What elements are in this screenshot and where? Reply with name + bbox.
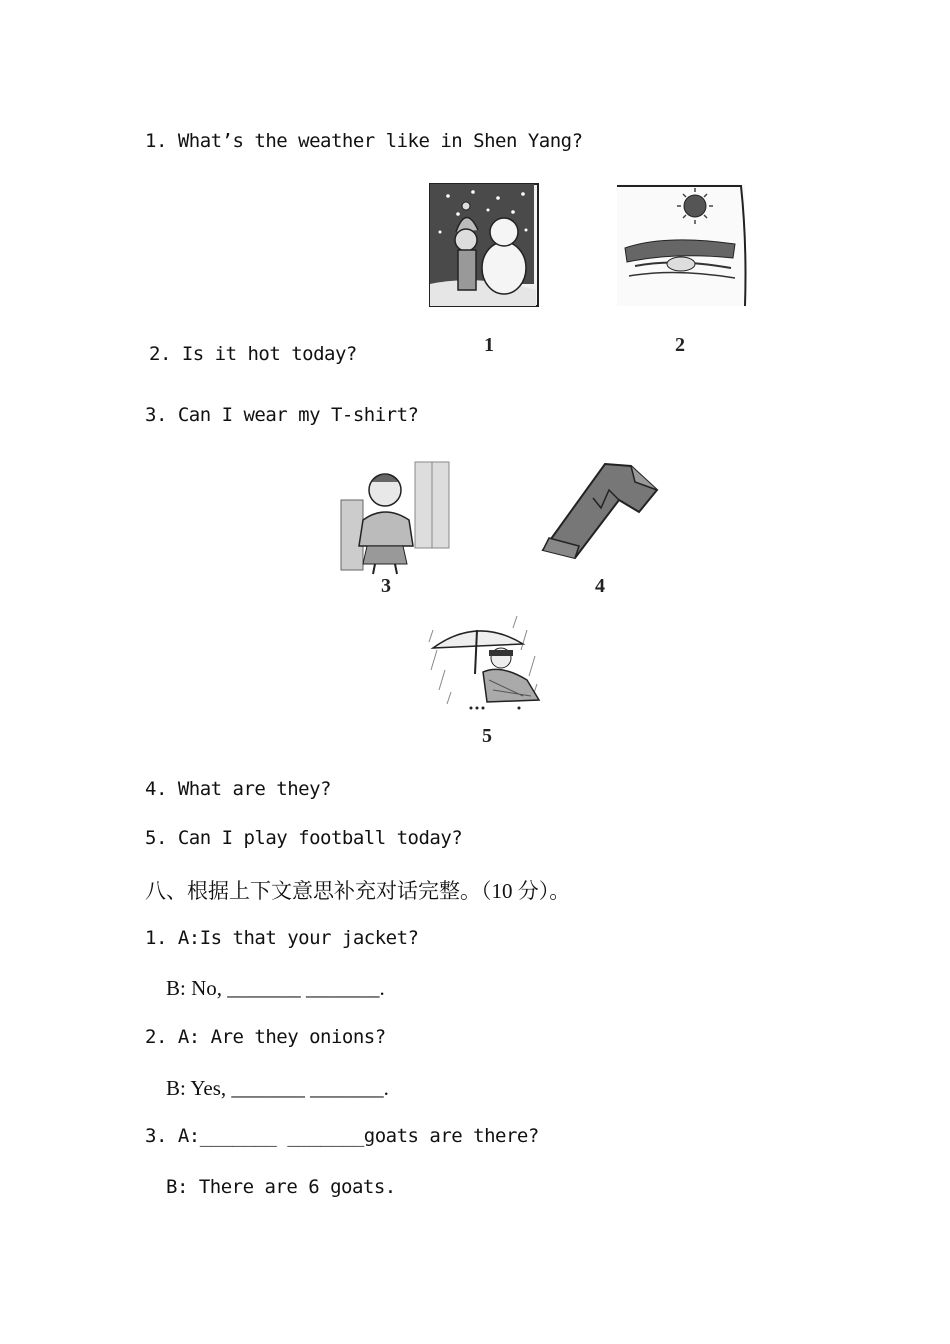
dialogue-3-a-label: 3. A: <box>145 1125 200 1147</box>
dialogue-3-b <box>166 1176 396 1198</box>
dialogue-2-a <box>145 1026 386 1048</box>
dialogue-2-b <box>166 1076 389 1101</box>
question-1: 1. What’s the weather like in Shen Yang? <box>145 130 583 152</box>
dialogue-3-a-text[interactable]: _______ _______goats are there? <box>199 1125 539 1147</box>
dialogue-2-a-text: Are they onions? <box>210 1026 386 1048</box>
dialogue-3-b-text: There are 6 goats. <box>198 1176 396 1198</box>
sunny-landscape-icon <box>615 182 749 310</box>
trousers-icon <box>535 460 661 562</box>
dialogue-1-b-text[interactable]: No, _______ _______. <box>191 976 385 1000</box>
section-8-points: （10 分）。 <box>481 879 571 903</box>
section-8-heading <box>145 875 570 905</box>
question-4: 4. What are they? <box>145 778 331 800</box>
picture-1-label: 1 <box>484 334 494 356</box>
question-2: 2. Is it hot today? <box>149 343 357 365</box>
picture-5-label: 5 <box>482 725 492 747</box>
snowman-snow-icon <box>428 182 542 310</box>
dialogue-2-b-label: B: <box>166 1076 186 1100</box>
dialogue-1-b-label: B: <box>166 976 186 1000</box>
question-3: 3. Can I wear my T-shirt? <box>145 404 419 426</box>
picture-2-label: 2 <box>675 334 685 356</box>
dialogue-2-a-label: 2. A: <box>145 1026 200 1048</box>
person-sweater-icon <box>337 460 453 576</box>
dialogue-3-b-label: B: <box>166 1176 188 1198</box>
dialogue-1-a-text: Is that your jacket? <box>199 927 419 949</box>
picture-4-label: 4 <box>595 575 605 597</box>
dialogue-2-b-text[interactable]: Yes, _______ _______. <box>190 1076 389 1100</box>
dialogue-1-a <box>145 927 418 949</box>
question-5: 5. Can I play football today? <box>145 827 463 849</box>
section-8-title: 八、根据上下文意思补充对话完整。 <box>145 879 481 903</box>
dialogue-3-a <box>145 1125 539 1147</box>
picture-3-label: 3 <box>381 575 391 597</box>
rain-umbrella-icon <box>427 610 545 714</box>
dialogue-1-a-label: 1. A: <box>145 927 200 949</box>
dialogue-1-b <box>166 976 385 1001</box>
